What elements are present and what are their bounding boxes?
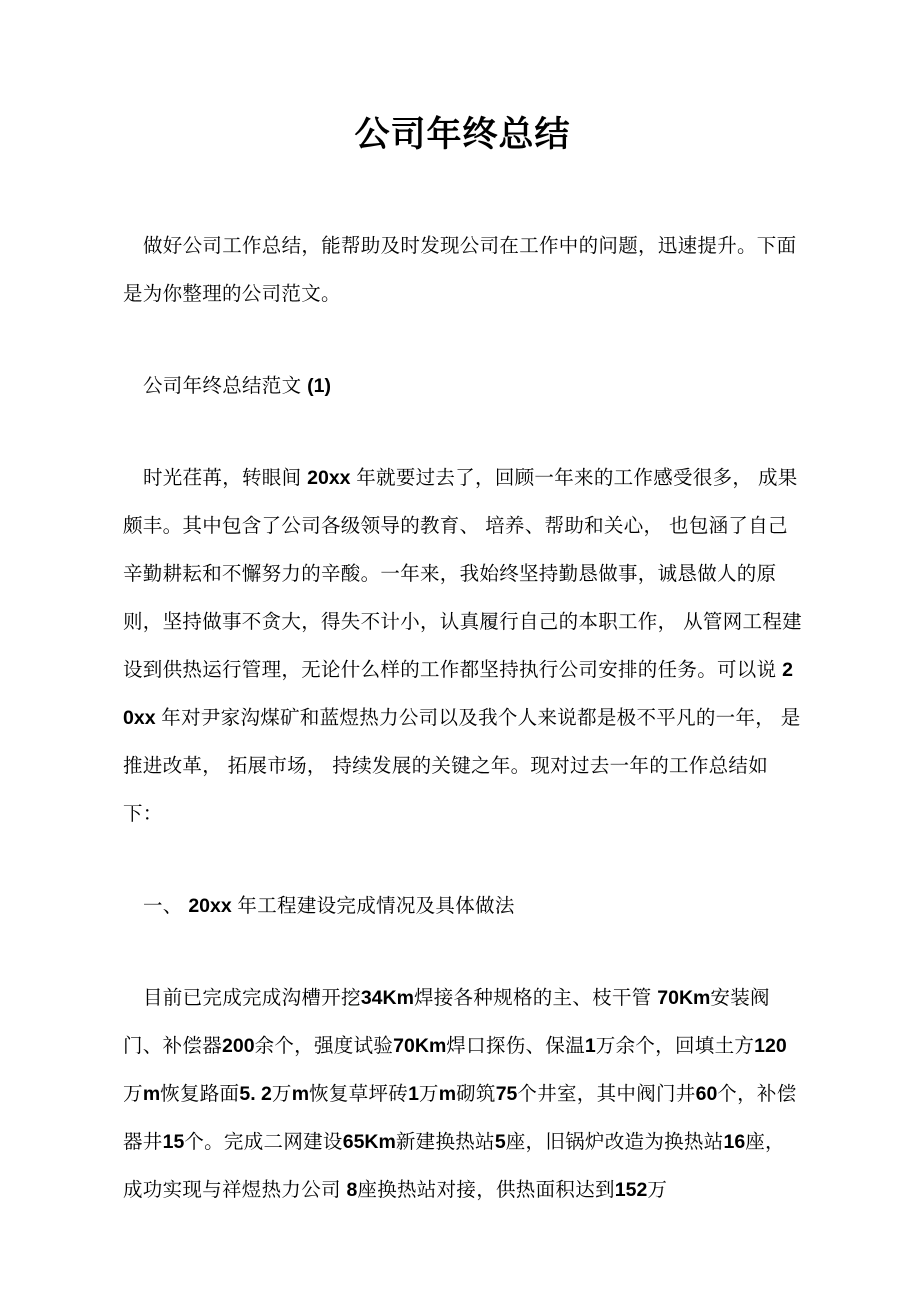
text-run-numeric: 5. 2	[239, 1083, 272, 1105]
text-run-numeric: 1	[408, 1083, 419, 1105]
text-run: 时光荏苒，转眼间	[143, 467, 308, 489]
text-run: 砌筑	[456, 1083, 496, 1105]
paragraph-section-1-body	[123, 974, 802, 1214]
text-run: 个井室，其中阀门井	[517, 1083, 696, 1105]
text-run: 年对尹家沟煤矿和蓝煜热力公司以及我个人来说都是极不平凡的一年， 是推进改革， 拓展市场， 持续发展的关键之年。现对过去一年的工作总结如下：	[123, 707, 801, 825]
paragraph-intro	[123, 222, 802, 318]
text-run: 年就要过去了，回顾一年来的工作感受很多， 成果颇丰。其中包含了公司各级领导的教育、 培养、帮助和关心， 也包涵了自己辛勤耕耘和不懈努力的辛酸。一年来，我始终坚持勤恳做事，诚恳做人的原则，坚持做事不贪大，得失不计小，认真履行自己的本职工作， 从管网工程建设到供热运行管理，无论什么样的工作都坚持执行公司安排的任务。可以说	[123, 467, 802, 681]
text-run-numeric: 152	[614, 1179, 648, 1201]
text-run: 万	[418, 1083, 439, 1105]
text-run-numeric: 75	[495, 1083, 518, 1105]
text-run-numeric: 34Km	[360, 987, 414, 1009]
text-run-numeric: 20xx	[188, 895, 232, 917]
text-run-numeric: 70Km	[657, 987, 711, 1009]
text-run-numeric: m	[438, 1083, 457, 1105]
text-run-numeric: 16	[723, 1131, 746, 1153]
text-run-numeric: 5	[494, 1131, 506, 1153]
paragraph-sample-heading	[123, 362, 802, 410]
text-run: 目前已完成完成沟槽开挖	[143, 987, 361, 1009]
text-run: 万	[647, 1179, 668, 1201]
text-run: 公司年终总结范文	[143, 375, 308, 397]
text-run-numeric: 200	[222, 1035, 255, 1057]
text-run-numeric: 60	[695, 1083, 718, 1105]
text-run: 余个，强度试验	[254, 1035, 394, 1057]
text-run-numeric: 20xx	[123, 659, 793, 729]
text-run: 一、	[143, 895, 189, 917]
text-run: 做好公司工作总结，能帮助及时发现公司在工作中的问题，迅速提升。下面是为你整理的公司范文。	[123, 235, 797, 305]
text-run: 座换热站对接，供热面积达到	[357, 1179, 615, 1201]
paragraph-section-1-heading	[123, 882, 802, 930]
text-run: 座，成功实现与祥煜热力公司	[123, 1131, 785, 1201]
text-run-numeric: m	[142, 1083, 161, 1105]
text-run-numeric: (1)	[307, 375, 331, 397]
text-run: 焊接各种规格的主、枝干管	[413, 987, 658, 1009]
text-run: 万	[123, 1083, 143, 1105]
text-run-numeric: 65Km	[342, 1131, 396, 1153]
text-run: 恢复草坪砖	[309, 1083, 409, 1105]
text-run: 个。完成二网建设	[184, 1131, 343, 1153]
text-run: 焊口探伤、保温	[446, 1035, 585, 1057]
text-run-numeric: m	[291, 1083, 310, 1105]
paragraph-opening	[123, 454, 802, 838]
document-title: 公司年终总结	[354, 115, 571, 154]
text-run: 万	[271, 1083, 292, 1105]
text-run: 万余个，回填土方	[595, 1035, 755, 1057]
text-run: 个，补偿器井	[123, 1083, 797, 1153]
text-run-numeric: 120	[754, 1035, 787, 1057]
text-run: 年工程建设完成情况及具体做法	[231, 895, 515, 917]
text-run: 安装阀门、补偿器	[123, 987, 770, 1057]
text-run: 恢复路面	[160, 1083, 240, 1105]
text-run: 新建换热站	[395, 1131, 495, 1153]
text-run-numeric: 15	[162, 1131, 185, 1153]
text-run-numeric: 8	[346, 1179, 358, 1201]
text-run-numeric: 1	[584, 1035, 596, 1057]
text-run-numeric: 20xx	[307, 467, 351, 489]
text-run: 座，旧锅炉改造为换热站	[505, 1131, 724, 1153]
text-run-numeric: 70Km	[393, 1035, 447, 1057]
